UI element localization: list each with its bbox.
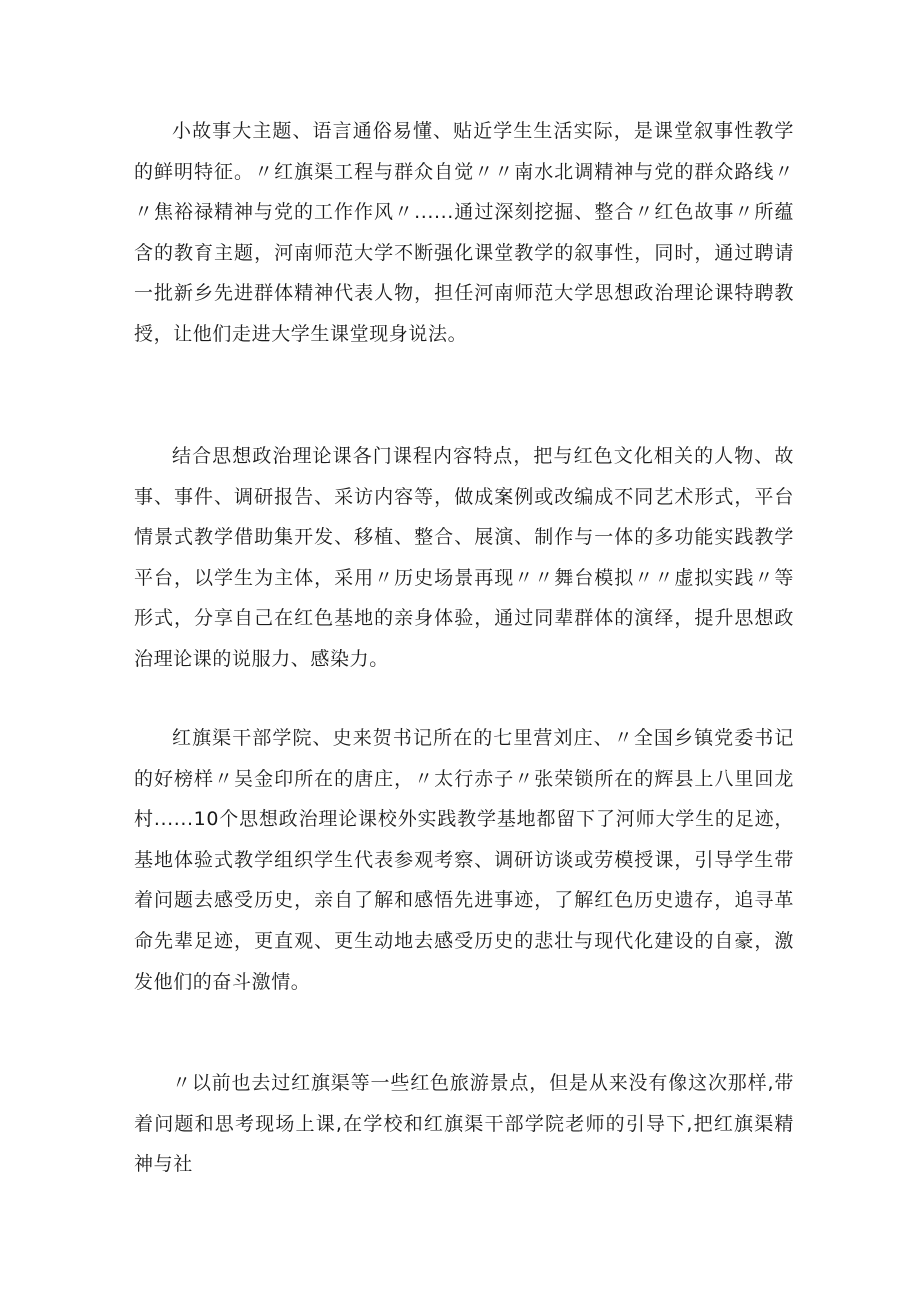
paragraph-4: 〃以前也去过红旗渠等一些红色旅游景点，但是从来没有像这次那样,带着问题和思考现场上课,在学校和红旗渠干部学院老师的引导下,把红旗渠精神与社 bbox=[134, 1072, 794, 1176]
paragraph-1: 小故事大主题、语言通俗易懂、贴近学生生活实际，是课堂叙事性教学的鲜明特征。〃红旗渠工程与群众自觉〃〃南水北调精神与党的群众路线〃〃焦裕禄精神与党的工作作风〃......通过深刻挖掘、整合〃红色故事〃所蕴含的教育主题，河南师范大学不断强化课堂教学的叙事性，同时，通过聘请一批新乡先进群体精神代表人物，担任河南师范大学思想政治理论课特聘教授，让他们走进大学生课堂现身说法。 bbox=[134, 120, 794, 345]
paragraph-2: 结合思想政治理论课各门课程内容特点，把与红色文化相关的人物、故事、事件、调研报告、采访内容等，做成案例或改编成不同艺术形式，平台情景式教学借助集开发、移植、整合、展演、制作与一体的多功能实践教学平台，以学生为主体，采用〃历史场景再现〃〃舞台模拟〃〃虚拟实践〃等形式，分享自己在红色基地的亲身体验，通过同辈群体的演绎，提升思想政治理论课的说服力、感染力。 bbox=[134, 445, 794, 670]
paragraph-3: 红旗渠干部学院、史来贺书记所在的七里营刘庄、〃全国乡镇党委书记的好榜样〃吴金印所在的唐庄，〃太行赤子〃张荣锁所在的辉县上八里回龙村......10个思想政治理论课校外实践教学基地都留下了河师大学生的足迹，基地体验式教学组织学生代表参观考察、调研访谈或劳模授课，引导学生带着问题去感受历史，亲自了解和感悟先进事迹，了解红色历史遗存，追寻革命先辈足迹，更直观、更生动地去感受历史的悲壮与现代化建设的自豪，激发他们的奋斗激情。 bbox=[134, 727, 794, 993]
